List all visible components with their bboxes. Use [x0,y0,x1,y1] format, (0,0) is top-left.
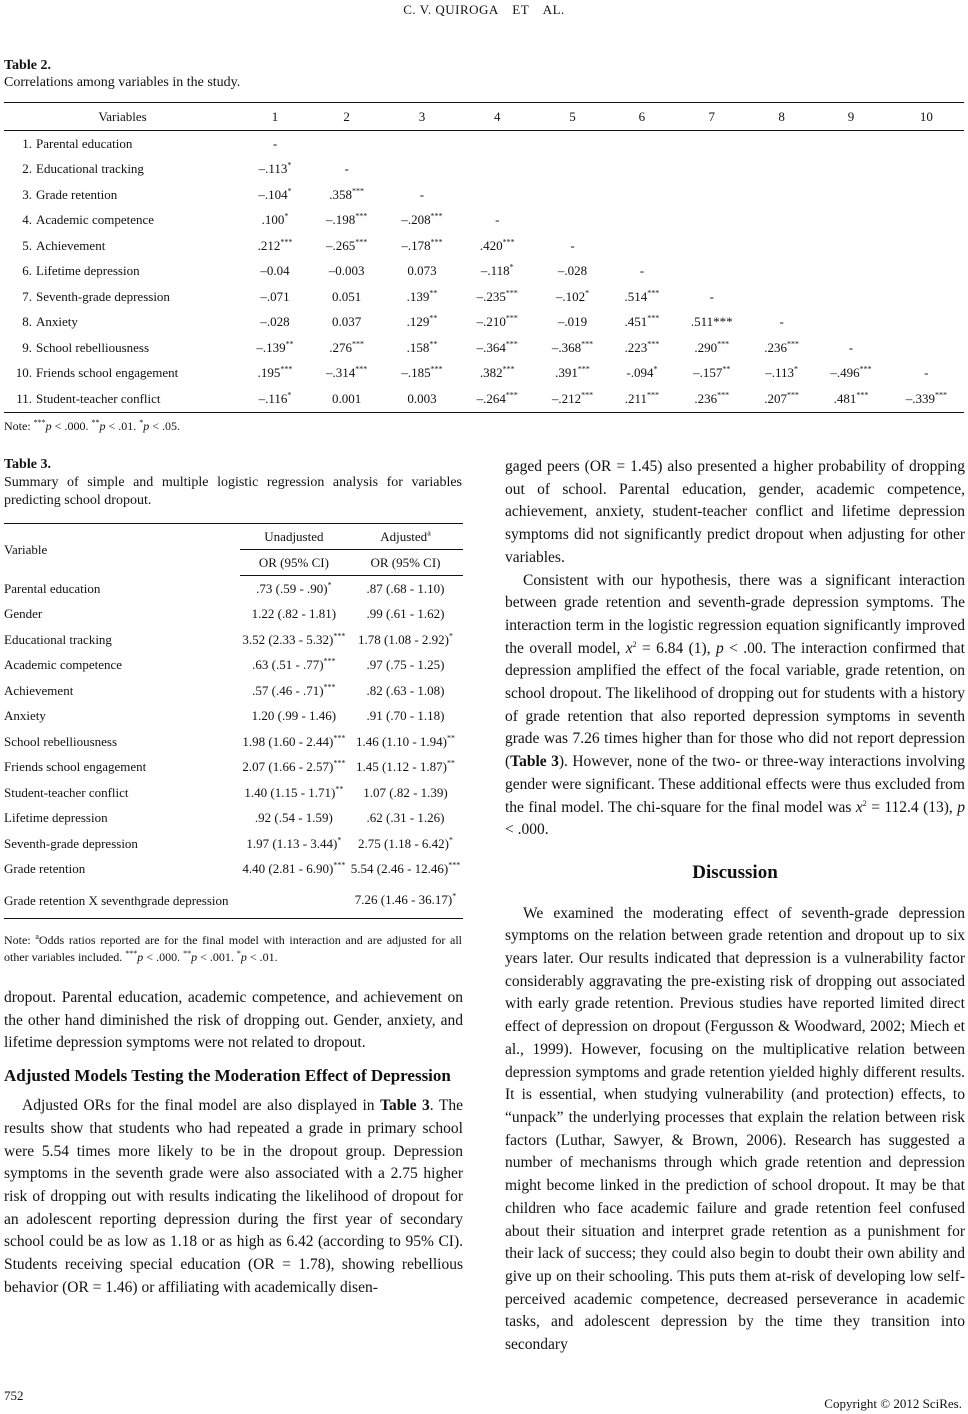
correlation-cell: - [779,314,784,330]
correlation-cell: .514*** [624,288,660,304]
table2-header-col: 1 [241,103,309,131]
adjusted-or: 1.46 (1.10 - 1.94)** [355,733,455,749]
correlation-cell [460,131,535,157]
correlation-cell: –.178*** [401,237,443,253]
unadjusted-or: .63 (.51 - .77)*** [252,656,336,673]
variable-name: Seventh-grade depression [4,835,138,851]
correlation-cell: .290*** [694,339,730,355]
adjusted-or: 1.45 (1.12 - 1.87)** [355,758,455,775]
correlation-cell: 0.003 [384,386,459,412]
correlation-cell [674,259,750,285]
correlation-cell: .223*** [624,339,660,355]
section-heading: Adjusted Models Testing the Moderation Effect of Depression [4,1066,451,1086]
correlation-cell: - [570,237,575,253]
row-number: 1. [22,135,32,151]
correlation-cell [674,233,750,259]
correlation-cell: 0.037 [332,314,362,330]
table-row [4,627,463,653]
table-row [4,678,463,704]
table3-note: Note: $^a$Odds ratios reported are for the final model with interaction and are adjusted for all other variables included. ***p < .000. **p < .001. *p < .01. [4,932,462,964]
unadjusted-or [240,882,348,919]
correlation-cell: .236*** [764,339,799,355]
table2-header-col: 8 [750,103,813,131]
paragraph: Adjusted ORs for the final model are also displayed in Table 3. The results show that students who had repeated a grade in primary school were 5.54 times more likely to be in the dropout group. Depression symptoms in the seventh grade were also associated with a 2.75 higher risk of dropping out with results indicating the likelihood of dropout for an adolescent reporting depression during the first year of secondary school could be as low as 1.18 or as high as 6.42 (according to 95% CI). Students receiving special education (OR = 1.78), showing rebellious behavior (OR = 1.46) or affiliating with academically disen- [4,1097,463,1296]
correlation-cell: –.265*** [326,237,368,253]
table-row [4,576,463,602]
correlation-cell [813,259,888,285]
adjusted-or: .97 (.75 - 1.25) [366,657,445,673]
correlation-cell: –.028 [557,263,588,279]
correlation-cell: –.185*** [401,364,443,381]
variable-name: Friends school engagement [36,365,179,381]
variable-name: Anxiety [36,314,78,330]
correlation-cell [889,310,964,336]
correlation-cell: –.104* [258,186,292,202]
row-number: 4. [22,212,32,228]
correlation-cell: –.198*** [326,211,368,228]
correlation-cell [889,182,964,208]
table-row [4,208,964,234]
table-row [4,131,964,157]
correlation-cell: –.314*** [326,364,368,381]
table2-caption: Correlations among variables in the study. [4,75,241,90]
correlation-cell [460,157,535,183]
correlation-cell: - [495,212,500,228]
correlation-cell [750,259,813,285]
table-row [4,182,964,208]
row-number: 6. [22,263,32,279]
row-number: 8. [22,314,32,330]
correlation-cell: .195*** [257,364,293,381]
adjusted-or: .87 (.68 - 1.10) [366,580,445,596]
table2-header-col: 2 [309,103,384,131]
correlation-cell [813,182,888,208]
page-number: 752 [4,1388,24,1403]
correlation-cell: 0.073 [407,263,437,279]
correlation-cell [813,208,888,234]
variable-name: Student-teacher conflict [4,784,129,800]
correlation-cell [535,157,610,183]
correlation-cell: –.113* [765,364,798,381]
correlation-cell: .391*** [555,364,590,381]
correlation-cell [535,182,610,208]
correlation-cell: –.102* [555,288,590,304]
table-row [4,831,463,857]
table-row [4,780,463,806]
table-row [4,653,463,679]
copyright: Copyright © 2012 SciRes. [824,1396,962,1411]
variable-name: Gender [4,606,43,622]
table-row [4,755,463,781]
table-row [4,386,964,412]
adjusted-or: 1.78 (1.08 - 2.92)* [357,631,453,647]
correlation-cell: .511*** [690,314,733,330]
correlation-cell [813,310,888,336]
unadjusted-or: 1.20 (.99 - 1.46) [251,708,337,724]
correlation-cell: - [848,339,854,355]
correlation-cell: –.339*** [889,386,964,412]
unadjusted-or: 1.98 (1.60 - 2.44)*** [242,733,346,749]
correlation-cell: - [419,186,425,202]
correlation-cell [610,157,673,183]
table-row [4,284,964,310]
unadjusted-or: 1.22 (.82 - 1.81) [251,606,337,622]
unadjusted-or: 1.97 (1.13 - 3.44)* [246,835,342,851]
row-number: 5. [22,237,32,253]
variable-name: Achievement [4,682,74,698]
correlation-cell [889,157,964,183]
correlation-cell [610,208,673,234]
row-number: 7. [22,288,32,304]
adjusted-or: 7.26 (1.46 - 36.17)* [348,882,463,919]
table3-subheader-adjusted: OR (95% CI) [348,550,463,576]
adjusted-or: 1.07 (.82 - 1.39) [363,784,448,800]
table-row [4,806,463,832]
correlation-cell [813,131,888,157]
correlation-cell [813,233,888,259]
correlation-cell [813,157,888,183]
variable-name: Parental education [36,135,133,151]
correlation-cell [535,131,610,157]
correlation-cell: 0.001 [309,386,384,412]
correlation-cell [750,131,813,157]
table2-header-col: 10 [889,103,964,131]
variable-name: Student-teacher conflict [36,386,241,412]
correlation-cell: –.368*** [551,339,594,355]
unadjusted-or: .57 (.46 - .71)*** [252,682,336,698]
correlation-cell [750,208,813,234]
table2-header-col: 4 [460,103,535,131]
table3-body [4,576,463,919]
correlation-cell [460,182,535,208]
correlation-cell [889,208,964,234]
row-number: 2. [22,161,32,177]
unadjusted-or: 3.52 (2.33 - 5.32)*** [242,631,346,647]
correlation-cell [674,182,750,208]
correlation-cell [610,182,673,208]
table-row [4,233,964,259]
correlation-cell [889,233,964,259]
left-column-text [4,987,463,1299]
correlation-cell: –.118* [480,262,514,279]
correlation-cell: - [272,135,278,151]
unadjusted-or: 4.40 (2.81 - 6.90)*** [242,860,346,877]
correlation-cell: –.496*** [830,364,872,381]
variable-name: School rebelliousness [36,339,150,355]
correlation-cell [750,182,813,208]
variable-name: Grade retention [36,186,118,202]
table2-body [4,131,964,413]
correlation-cell [813,284,888,310]
correlation-cell [889,131,964,157]
correlation-cell: .276*** [329,339,365,355]
variable-name: School rebelliousness [4,733,118,749]
correlation-cell: –.113* [258,160,292,177]
variable-name: Academic competence [4,657,123,673]
correlation-cell [750,157,813,183]
variable-name: Grade retention [4,861,86,877]
row-number: 9. [22,339,32,355]
table-row [4,857,463,883]
variable-name: Lifetime depression [4,810,108,826]
correlation-cell: - [709,288,714,304]
correlation-cell: –.208*** [401,211,443,228]
variable-name: Anxiety [4,708,46,724]
table-row [4,602,463,628]
table-row [4,361,964,387]
table-row [4,157,964,183]
correlation-cell [610,131,673,157]
table-row [4,259,964,285]
correlation-cell: 0.051 [332,288,362,304]
adjusted-or: 2.75 (1.18 - 6.42)* [357,835,453,851]
running-header: C. V. QUIROGA ET AL. [403,2,565,17]
table-row [4,335,964,361]
table2-title: Table 2. [4,58,51,73]
right-column-text [505,456,965,1357]
variable-name: Seventh-grade depression [36,288,170,304]
correlation-cell: .358*** [329,186,365,202]
adjusted-or: .99 (.61 - 1.62) [366,606,445,622]
correlation-cell: .236*** [674,386,750,412]
correlation-cell: –.364*** [476,339,518,355]
correlation-cell [750,284,813,310]
correlation-cell: –.264*** [460,386,535,412]
unadjusted-or: .73 (.59 - .90)* [256,580,332,596]
correlation-cell [384,157,459,183]
correlation-cell: .207*** [750,386,813,412]
correlation-cell: .139** [406,288,438,304]
correlation-cell: .481*** [813,386,888,412]
table3-header-unadjusted: Unadjusted [240,524,348,550]
table2-note: Note: ***p < .000. **p < .01. *p < .05. [4,418,181,433]
table-row [4,704,463,730]
correlation-cell: - [924,365,929,381]
table-row [4,729,463,755]
paragraph: gaged peers (OR = 1.45) also presented a higher probability of dropping out of school. Parental education, gender, academic competence, achievement, anxiety, student-teacher conflict and lifetime depression symptoms did not significantly predict dropout when adjusting for other variables. [505,458,965,566]
adjusted-or: .91 (.70 - 1.18) [366,708,445,724]
table3-subheader-unadjusted: OR (95% CI) [240,550,348,576]
correlation-cell: - [639,263,645,279]
variable-name: Parental education [4,580,101,596]
correlation-cell [674,157,750,183]
row-number: 3. [22,186,32,202]
unadjusted-or: .92 (.54 - 1.59) [254,810,333,826]
correlation-cell: .129** [406,313,438,330]
unadjusted-or: 1.40 (1.15 - 1.71)** [244,784,344,800]
correlation-cell: –0.04 [260,263,290,279]
correlation-cell [750,233,813,259]
row-number: 10. [15,365,32,381]
correlation-cell: .100* [261,211,289,228]
table2-header-col: 5 [535,103,610,131]
table2-header-col: 9 [813,103,888,131]
table3-header-variable: Variable [4,524,240,576]
correlation-cell: .158** [406,339,438,355]
variable-name: Grade retention X seventhgrade depression [4,882,240,919]
correlation-cell: –.157** [693,364,731,381]
table2-header-col: 3 [384,103,459,131]
table2-header-col: 7 [674,103,750,131]
correlation-cell: –.210*** [476,313,518,330]
table3-title: Table 3. [4,457,51,472]
adjusted-or: .82 (.63 - 1.08) [366,682,445,698]
correlation-cell [889,259,964,285]
adjusted-or: .62 (.31 - 1.26) [366,810,445,826]
correlation-cell [309,131,384,157]
variable-name: Lifetime depression [36,263,140,279]
unadjusted-or: 2.07 (1.66 - 2.57)*** [242,758,346,775]
table3-caption: Summary of simple and multiple logistic regression analysis for variables predicting school dropout. [4,475,462,508]
variable-name: Achievement [36,237,106,253]
correlation-cell: –.071 [260,288,290,304]
correlation-cell: -.094* [626,364,658,381]
variable-name: Educational tracking [4,631,112,647]
table2-header-col: 6 [610,103,673,131]
correlation-cell: –.139** [256,339,294,355]
table-row [4,310,964,336]
correlation-cell [889,335,964,361]
correlation-table [4,102,964,413]
discussion-heading: Discussion [692,861,778,883]
correlation-cell: –.212*** [535,386,610,412]
adjusted-or: 5.54 (2.46 - 12.46)*** [350,860,461,877]
correlation-cell: –0.003 [328,263,365,279]
table2-header-variables: Variables [4,103,241,131]
correlation-cell [535,208,610,234]
correlation-cell [674,131,750,157]
correlation-cell [674,208,750,234]
correlation-cell: .212*** [257,237,293,253]
correlation-cell: .451*** [624,313,660,330]
variable-name: Educational tracking [36,161,144,177]
correlation-cell [384,131,459,157]
row-number: 11. [4,386,36,412]
correlation-cell: –.116* [241,386,309,412]
correlation-cell: - [344,161,349,177]
correlation-cell: –.028 [260,314,290,330]
regression-table [4,523,463,919]
correlation-cell: .382*** [479,364,515,381]
paragraph: dropout. Parental education, academic competence, and achievement on the other hand diminished the risk of dropping out. Gender, anxiety, and lifetime depression symptoms were not related to dropout. [4,989,463,1052]
correlation-cell: –.235*** [476,288,518,304]
table-row [4,882,463,919]
table3-header-adjusted: Adjusted$^a$ [348,524,463,550]
correlation-cell: .420*** [479,237,515,253]
variable-name: Friends school engagement [4,759,147,775]
correlation-cell: –.019 [557,314,588,330]
paragraph: We examined the moderating effect of seventh-grade depression symptoms on the relation between grade retention and dropout up to six years later. Our results indicated that depression is a vulnerability factor considerably aggravating the pre-existing risk of dropping out associated with early grade retention. Previous studies have reported limited direct effect of depression on dropout (Fergusson & Woodward, 2002; Miech et al., 1999). However, focusing on the multiplicative relation between depression symptoms and grade retention yielded highly different results. It is essential, when studying vulnerability (and protection) effects, to “unpack” the underlying processes that explain the relation between risk factors (Luthar, Sawyer, & Brown, 2006). Research has suggested a number of mechanisms through which grade retention and depression might become linked in the prediction of school dropout. It may be that children who face academic failure and grade retention feel confused about their situation and interpret grade retention as a punishment for their lack of success; they could also begin to doubt their own ability and give up on their schooling. This puts them at-risk of developing low self-perceived academic competence, decreased perseverance in academic tasks, and adolescent depression by the time they transition into secondary [505,904,965,1354]
variable-name: Academic competence [36,212,155,228]
correlation-cell [610,233,673,259]
correlation-cell: .211*** [610,386,673,412]
correlation-cell [889,284,964,310]
paragraph: Consistent with our hypothesis, there was a significant interaction between grade retention and seventh-grade depression symptoms. The interaction term in the logistic regression equation significantly improved the overall model, $x^2 = 6.84$ (1), p < .00. The interaction confirmed that depression amplified the effect of the focal variable, grade retention, on school dropout. The likelihood of dropping out for students with a history of grade retention that also reported depression symptoms in seventh grade was 7.26 times higher than for those who did not report depression (Table 3). However, none of the two- or three-way interactions involving gender were significant. These additional effects were thus excluded from the final model. The chi-square for the final model was $x^2 = 112.4$ (13), p < .000. [505,571,965,839]
